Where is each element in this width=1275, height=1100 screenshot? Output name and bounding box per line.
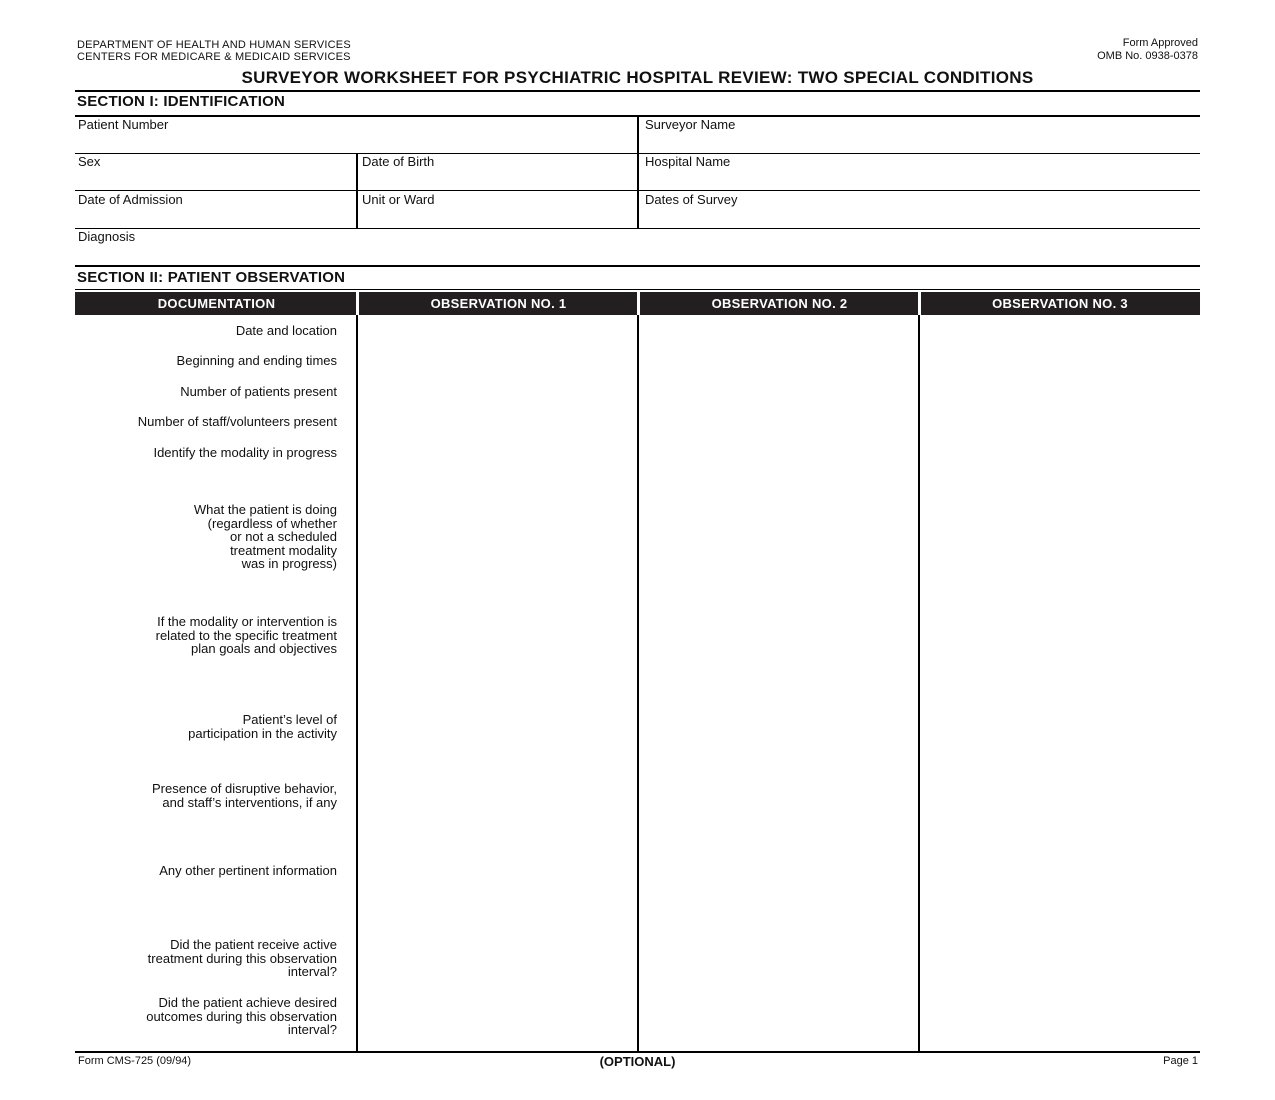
row-label-modality: Identify the modality in progress	[153, 445, 337, 460]
table-divider-3	[918, 292, 920, 1053]
id-divider-left	[356, 154, 358, 229]
row-label-patient-doing: What the patient is doing (regardless of whether or not a scheduled treatment modality was in progress)	[193, 502, 337, 571]
row-label-active-treatment: Did the patient receive active treatment during this observation interval?	[147, 937, 337, 979]
column-header-observation-3: OBSERVATION NO. 3	[992, 296, 1128, 311]
table-bottom-rule	[75, 1051, 1200, 1053]
agency-line-2: CENTERS FOR MEDICARE & MEDICAID SERVICES	[77, 51, 351, 63]
date-of-admission-field[interactable]: Date of Admission	[78, 192, 183, 207]
table-divider-1	[356, 292, 358, 1053]
row-label-desired-outcomes: Did the patient achieve desired outcomes during this observation interval?	[146, 995, 337, 1037]
form-approval-block	[1097, 37, 1198, 63]
column-header-observation-2: OBSERVATION NO. 2	[711, 296, 848, 311]
date-of-birth-field[interactable]: Date of Birth	[362, 154, 435, 169]
section-2-heading-rule	[75, 289, 1200, 290]
header-gap-1	[356, 292, 359, 315]
form-approved-label: Form Approved	[1122, 37, 1198, 49]
header-gap-3	[918, 292, 921, 315]
diagnosis-field[interactable]: Diagnosis	[78, 229, 136, 244]
column-header-observation-1: OBSERVATION NO. 1	[430, 296, 567, 311]
hospital-name-field[interactable]: Hospital Name	[645, 154, 731, 169]
row-label-times: Beginning and ending times	[176, 353, 337, 368]
form-id: Form CMS-725 (09/94)	[78, 1055, 192, 1067]
table-divider-2	[637, 292, 639, 1053]
form-title: SURVEYOR WORKSHEET FOR PSYCHIATRIC HOSPITAL REVIEW: TWO SPECIAL CONDITIONS	[241, 68, 1034, 87]
section-2-top-rule	[75, 265, 1200, 267]
surveyor-name-field[interactable]: Surveyor Name	[645, 117, 736, 132]
dates-of-survey-field[interactable]: Dates of Survey	[645, 192, 738, 207]
row-label-patients-present: Number of patients present	[180, 384, 337, 399]
title-rule	[75, 90, 1200, 92]
row-label-staff-present: Number of staff/volunteers present	[137, 414, 337, 429]
row-label-date-location: Date and location	[235, 323, 337, 338]
omb-number: OMB No. 0938-0378	[1097, 50, 1198, 62]
section-1-heading: SECTION I: IDENTIFICATION	[77, 93, 286, 110]
id-divider-right	[637, 116, 639, 229]
column-header-documentation: DOCUMENTATION	[157, 296, 276, 311]
patient-number-field[interactable]: Patient Number	[78, 117, 169, 132]
unit-or-ward-field[interactable]: Unit or Ward	[362, 192, 435, 207]
section-2-heading: SECTION II: PATIENT OBSERVATION	[77, 269, 346, 286]
page-number: Page 1	[1163, 1055, 1198, 1067]
row-label-disruptive-behavior: Presence of disruptive behavior, and staff’s interventions, if any	[152, 781, 337, 810]
row-label-participation: Patient’s level of participation in the activity	[188, 712, 337, 741]
agency-block	[77, 39, 351, 63]
sex-field[interactable]: Sex	[78, 154, 101, 169]
agency-line-1: DEPARTMENT OF HEALTH AND HUMAN SERVICES	[77, 39, 351, 51]
row-label-treatment-plan: If the modality or intervention is related to the specific treatment plan goals and objectives	[155, 614, 337, 656]
row-label-other-info: Any other pertinent information	[159, 863, 337, 878]
optional-label: (OPTIONAL)	[599, 1054, 676, 1069]
header-gap-2	[637, 292, 640, 315]
